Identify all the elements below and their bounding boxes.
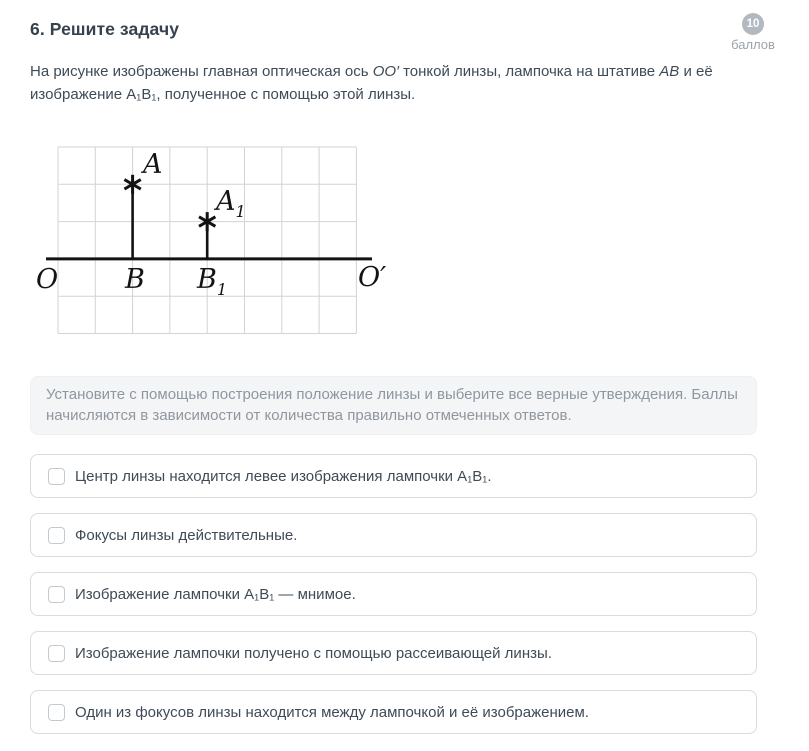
instruction-text: Установите с помощью построения положение линзы и выберите все верные утверждения. Баллы начисляются в зависимости от количества правильно отмеченных ответов. xyxy=(46,386,738,424)
option-card-5[interactable] xyxy=(30,690,757,734)
optics-diagram xyxy=(30,142,392,342)
label-A1-main: A xyxy=(216,186,236,217)
optics-diagram-svg xyxy=(30,142,392,342)
problem-text-part: и её изображение A₁B₁, полученное с помощью этой линзы. xyxy=(30,63,713,103)
options-list xyxy=(30,454,779,734)
option-card-1[interactable] xyxy=(30,454,757,498)
points-badge: 10 xyxy=(742,13,764,35)
option-checkbox-3[interactable] xyxy=(48,586,65,603)
label-A1 xyxy=(213,186,246,221)
label-A: A xyxy=(143,149,163,180)
label-B: B xyxy=(125,264,145,295)
option-label-1: Центр линзы находится левее изображения лампочки A₁B₁. xyxy=(75,467,492,485)
option-card-2[interactable] xyxy=(30,513,757,557)
option-checkbox-4[interactable] xyxy=(48,645,65,662)
option-checkbox-5[interactable] xyxy=(48,704,65,721)
option-checkbox-1[interactable] xyxy=(48,468,65,485)
instruction-box xyxy=(30,376,757,435)
lamp-name-AB: AB xyxy=(659,63,680,80)
option-label-4: Изображение лампочки получено с помощью рассеивающей линзы. xyxy=(75,644,552,662)
label-O-prime: O′ xyxy=(358,262,387,293)
problem-text-part: На рисунке изображены главная оптическая ось xyxy=(30,63,373,80)
problem-text-part: тонкой линзы, лампочка на штативе xyxy=(398,63,660,80)
question-title: 6. Решите задачу xyxy=(30,19,180,39)
points-block xyxy=(727,13,779,52)
option-checkbox-2[interactable] xyxy=(48,527,65,544)
option-label-5: Один из фокусов линзы находится между лампочкой и её изображением. xyxy=(75,703,589,721)
label-B1-main: B xyxy=(197,264,217,295)
axis-name-OO: OO′ xyxy=(372,63,399,80)
label-O: O xyxy=(36,264,59,295)
question-header xyxy=(0,0,809,52)
label-B1-sub: 1 xyxy=(216,280,228,299)
option-label-2: Фокусы линзы действительные. xyxy=(75,526,298,544)
label-A1-sub: 1 xyxy=(235,202,246,221)
option-card-3[interactable] xyxy=(30,572,757,616)
option-label-3: Изображение лампочки A₁B₁ — мнимое. xyxy=(75,585,356,603)
option-card-4[interactable] xyxy=(30,631,757,675)
label-B1 xyxy=(196,264,227,299)
points-badge-label: баллов xyxy=(731,37,775,52)
problem-statement xyxy=(30,60,766,106)
